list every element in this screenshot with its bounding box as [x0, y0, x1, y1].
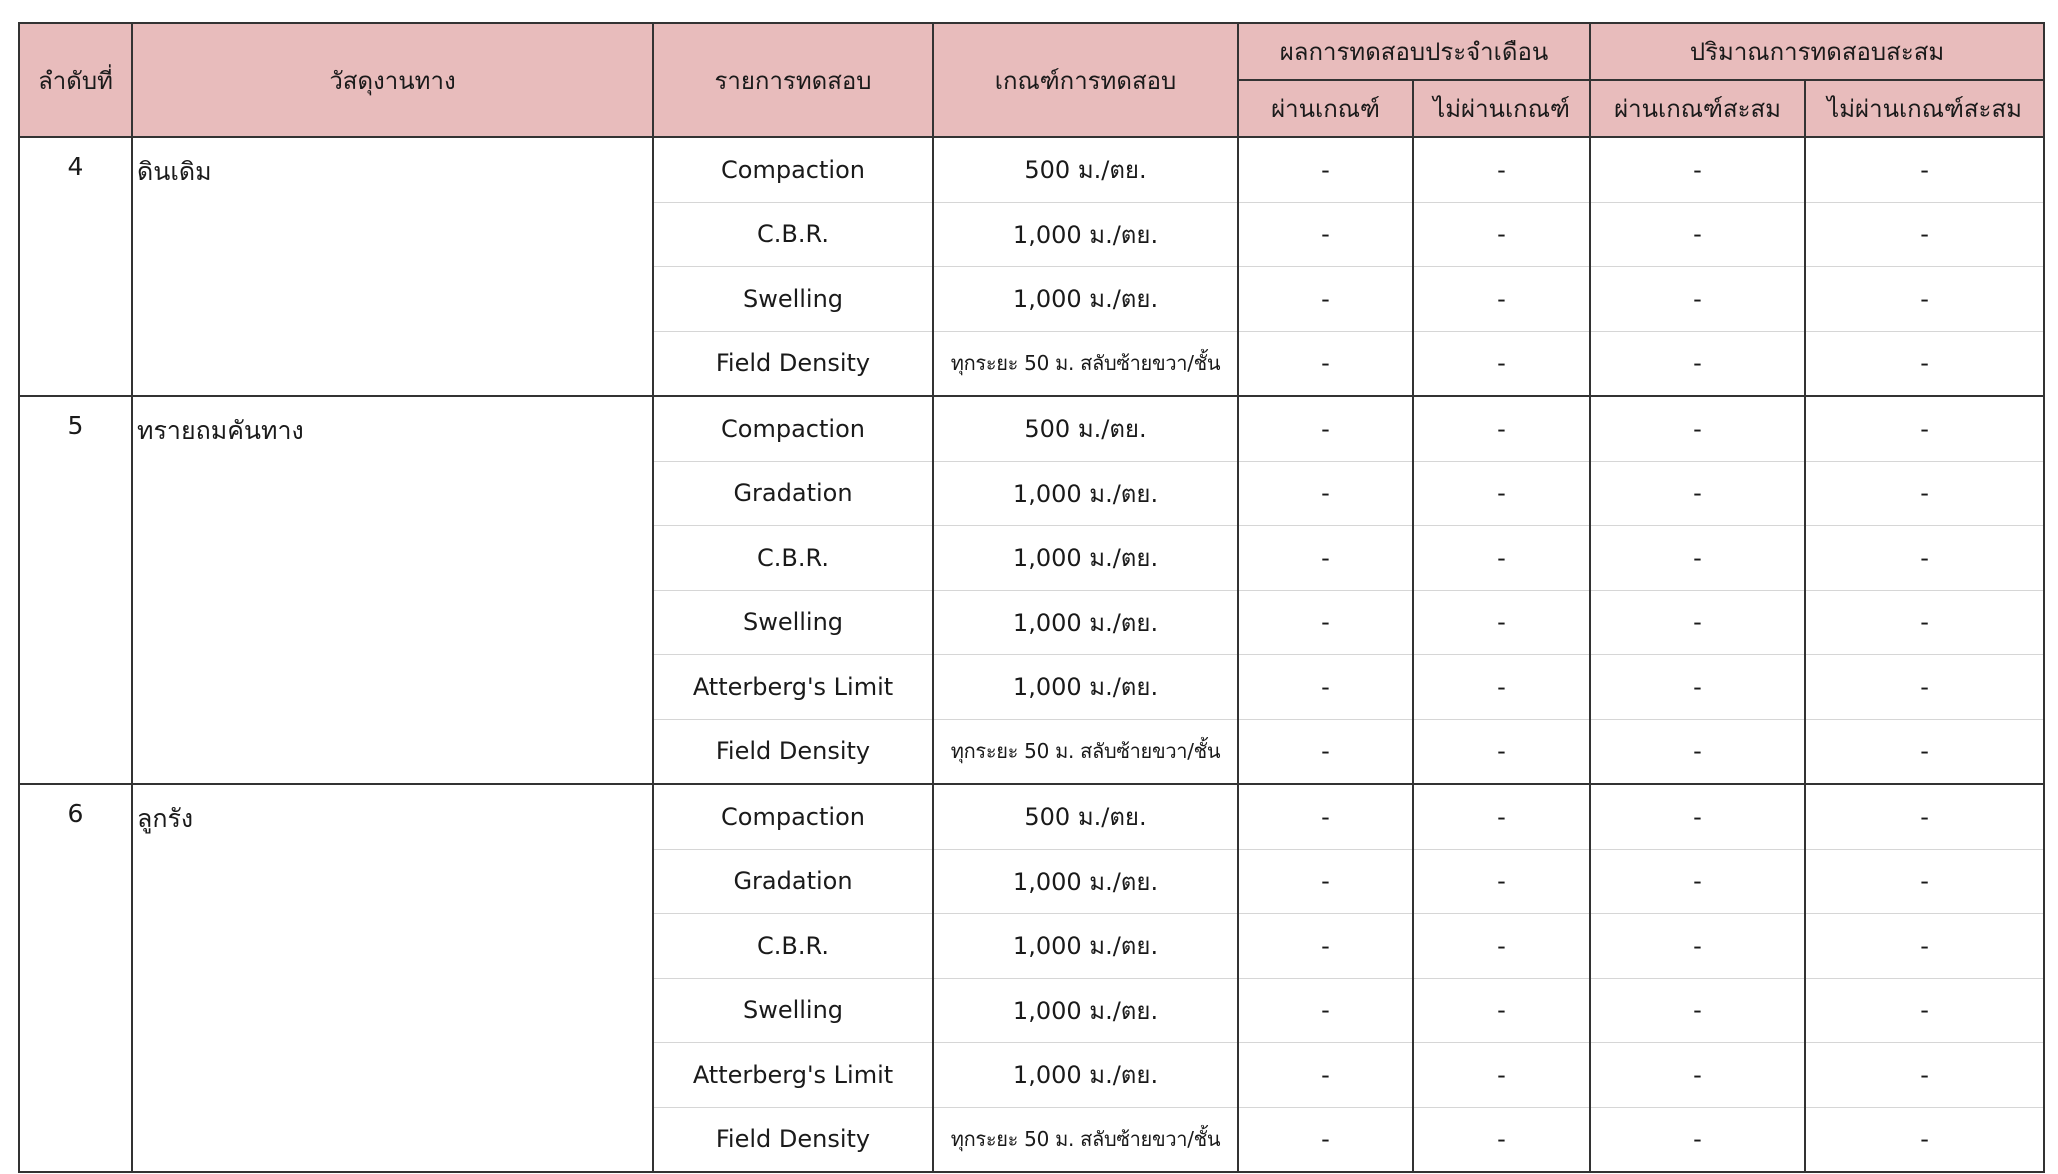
cell-monthly-pass: - [1238, 461, 1413, 526]
header-cumulative-pass: ผ่านเกณฑ์สะสม [1590, 80, 1805, 137]
cell-cumulative-pass: - [1590, 137, 1805, 202]
cell-monthly-fail: - [1413, 526, 1590, 591]
cell-test-item: Gradation [653, 849, 933, 914]
cell-seq: 5 [19, 396, 132, 784]
cell-criteria: 1,000 ม./ตย. [933, 978, 1238, 1043]
cell-cumulative-fail: - [1805, 202, 2044, 267]
cell-test-item: Swelling [653, 590, 933, 655]
cell-test-item: Atterberg's Limit [653, 655, 933, 720]
cell-monthly-fail: - [1413, 267, 1590, 332]
cell-cumulative-fail: - [1805, 655, 2044, 720]
cell-criteria: 1,000 ม./ตย. [933, 267, 1238, 332]
cell-cumulative-pass: - [1590, 1107, 1805, 1172]
cell-criteria: 1,000 ม./ตย. [933, 655, 1238, 720]
cell-monthly-pass: - [1238, 396, 1413, 461]
cell-cumulative-pass: - [1590, 526, 1805, 591]
cell-monthly-pass: - [1238, 784, 1413, 849]
cell-material: ลูกรัง [132, 784, 653, 1172]
cell-monthly-pass: - [1238, 202, 1413, 267]
header-cumulative-fail: ไม่ผ่านเกณฑ์สะสม [1805, 80, 2044, 137]
cell-criteria: 1,000 ม./ตย. [933, 461, 1238, 526]
cell-monthly-pass: - [1238, 331, 1413, 396]
cell-test-item: Field Density [653, 331, 933, 396]
cell-cumulative-pass: - [1590, 849, 1805, 914]
cell-cumulative-pass: - [1590, 202, 1805, 267]
table-row [19, 784, 2044, 849]
cell-cumulative-fail: - [1805, 137, 2044, 202]
cell-test-item: C.B.R. [653, 914, 933, 979]
cell-cumulative-fail: - [1805, 396, 2044, 461]
cell-test-item: Field Density [653, 719, 933, 784]
cell-cumulative-pass: - [1590, 719, 1805, 784]
cell-monthly-pass: - [1238, 655, 1413, 720]
cell-test-item: Gradation [653, 461, 933, 526]
header-monthly-fail: ไม่ผ่านเกณฑ์ [1413, 80, 1590, 137]
table-row [19, 137, 2044, 202]
cell-monthly-pass: - [1238, 590, 1413, 655]
cell-criteria: 1,000 ม./ตย. [933, 202, 1238, 267]
cell-criteria: 500 ม./ตย. [933, 396, 1238, 461]
cell-monthly-pass: - [1238, 978, 1413, 1043]
cell-criteria: 500 ม./ตย. [933, 137, 1238, 202]
cell-test-item: C.B.R. [653, 526, 933, 591]
cell-cumulative-fail: - [1805, 331, 2044, 396]
cell-monthly-fail: - [1413, 396, 1590, 461]
cell-cumulative-pass: - [1590, 978, 1805, 1043]
cell-test-item: Compaction [653, 784, 933, 849]
cell-monthly-pass: - [1238, 914, 1413, 979]
cell-cumulative-fail: - [1805, 849, 2044, 914]
cell-monthly-pass: - [1238, 267, 1413, 332]
cell-test-item: Compaction [653, 396, 933, 461]
cell-cumulative-pass: - [1590, 461, 1805, 526]
cell-criteria: ทุกระยะ 50 ม. สลับซ้ายขวา/ชั้น [933, 331, 1238, 396]
cell-monthly-fail: - [1413, 914, 1590, 979]
cell-cumulative-fail: - [1805, 719, 2044, 784]
cell-monthly-fail: - [1413, 137, 1590, 202]
cell-cumulative-pass: - [1590, 784, 1805, 849]
cell-monthly-fail: - [1413, 655, 1590, 720]
cell-monthly-fail: - [1413, 331, 1590, 396]
cell-cumulative-fail: - [1805, 267, 2044, 332]
cell-material: ดินเดิม [132, 137, 653, 396]
cell-cumulative-fail: - [1805, 590, 2044, 655]
header-material: วัสดุงานทาง [132, 23, 653, 137]
cell-test-item: Field Density [653, 1107, 933, 1172]
cell-monthly-fail: - [1413, 202, 1590, 267]
cell-cumulative-pass: - [1590, 396, 1805, 461]
cell-test-item: Swelling [653, 267, 933, 332]
cell-cumulative-fail: - [1805, 526, 2044, 591]
cell-test-item: Atterberg's Limit [653, 1043, 933, 1108]
test-results-table [18, 22, 2045, 1173]
cell-cumulative-fail: - [1805, 1107, 2044, 1172]
cell-monthly-pass: - [1238, 137, 1413, 202]
cell-cumulative-fail: - [1805, 461, 2044, 526]
cell-monthly-pass: - [1238, 1107, 1413, 1172]
cell-monthly-fail: - [1413, 1107, 1590, 1172]
cell-material: ทรายถมคันทาง [132, 396, 653, 784]
cell-test-item: C.B.R. [653, 202, 933, 267]
cell-criteria: 500 ม./ตย. [933, 784, 1238, 849]
cell-criteria: 1,000 ม./ตย. [933, 526, 1238, 591]
cell-monthly-fail: - [1413, 461, 1590, 526]
cell-monthly-pass: - [1238, 526, 1413, 591]
cell-monthly-fail: - [1413, 849, 1590, 914]
header-seq: ลำดับที่ [19, 23, 132, 137]
cell-monthly-fail: - [1413, 784, 1590, 849]
cell-test-item: Compaction [653, 137, 933, 202]
cell-cumulative-fail: - [1805, 1043, 2044, 1108]
cell-monthly-pass: - [1238, 719, 1413, 784]
cell-criteria: ทุกระยะ 50 ม. สลับซ้ายขวา/ชั้น [933, 1107, 1238, 1172]
cell-criteria: ทุกระยะ 50 ม. สลับซ้ายขวา/ชั้น [933, 719, 1238, 784]
cell-criteria: 1,000 ม./ตย. [933, 849, 1238, 914]
table-row [19, 396, 2044, 461]
cell-monthly-fail: - [1413, 590, 1590, 655]
cell-cumulative-pass: - [1590, 590, 1805, 655]
header-cumulative-group: ปริมาณการทดสอบสะสม [1590, 23, 2044, 80]
cell-cumulative-fail: - [1805, 784, 2044, 849]
cell-monthly-fail: - [1413, 978, 1590, 1043]
table-header [19, 23, 2044, 137]
cell-cumulative-pass: - [1590, 655, 1805, 720]
cell-cumulative-fail: - [1805, 914, 2044, 979]
header-criteria: เกณฑ์การทดสอบ [933, 23, 1238, 137]
cell-seq: 6 [19, 784, 132, 1172]
table-body [19, 137, 2044, 1172]
header-monthly-pass: ผ่านเกณฑ์ [1238, 80, 1413, 137]
header-monthly-group: ผลการทดสอบประจำเดือน [1238, 23, 1590, 80]
cell-criteria: 1,000 ม./ตย. [933, 590, 1238, 655]
cell-seq: 4 [19, 137, 132, 396]
cell-criteria: 1,000 ม./ตย. [933, 1043, 1238, 1108]
cell-monthly-fail: - [1413, 719, 1590, 784]
cell-test-item: Swelling [653, 978, 933, 1043]
cell-cumulative-pass: - [1590, 914, 1805, 979]
cell-cumulative-pass: - [1590, 331, 1805, 396]
cell-cumulative-pass: - [1590, 1043, 1805, 1108]
header-test-item: รายการทดสอบ [653, 23, 933, 137]
cell-monthly-pass: - [1238, 849, 1413, 914]
cell-monthly-pass: - [1238, 1043, 1413, 1108]
cell-cumulative-fail: - [1805, 978, 2044, 1043]
cell-cumulative-pass: - [1590, 267, 1805, 332]
cell-criteria: 1,000 ม./ตย. [933, 914, 1238, 979]
cell-monthly-fail: - [1413, 1043, 1590, 1108]
